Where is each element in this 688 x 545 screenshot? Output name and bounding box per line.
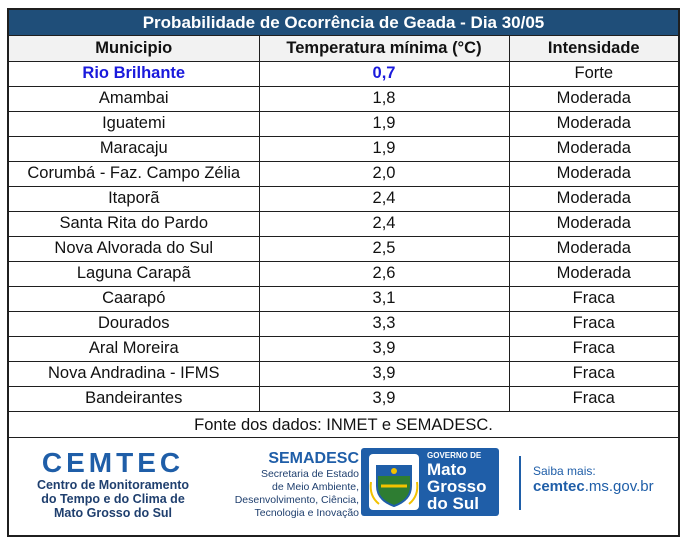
gov-line3: Grosso	[427, 477, 487, 496]
temperature-cell: 2,6	[259, 261, 509, 286]
municipio-cell: Nova Alvorada do Sul	[9, 236, 259, 261]
municipio-cell: Dourados	[9, 311, 259, 336]
table-row	[9, 336, 678, 361]
table-row	[9, 111, 678, 136]
intensity-cell: Moderada	[509, 236, 678, 261]
intensity-cell: Moderada	[509, 111, 678, 136]
temperature-cell: 1,9	[259, 111, 509, 136]
temperature-cell: 3,9	[259, 361, 509, 386]
table-row	[9, 361, 678, 386]
temperature-cell: 3,9	[259, 336, 509, 361]
gov-line4: do Sul	[427, 494, 479, 513]
temperature-cell: 3,9	[259, 386, 509, 411]
temperature-cell: 2,0	[259, 161, 509, 186]
semadesc-name: SEMADESC	[268, 449, 359, 467]
frost-table-panel	[7, 8, 680, 537]
intensity-cell: Fraca	[509, 311, 678, 336]
intensity-cell: Forte	[509, 61, 678, 86]
intensity-cell: Moderada	[509, 186, 678, 211]
temperature-cell: 3,3	[259, 311, 509, 336]
temperature-cell: 2,4	[259, 186, 509, 211]
saiba-label: Saiba mais:	[533, 463, 596, 478]
header-row	[9, 36, 678, 61]
table-title: Probabilidade de Ocorrência de Geada - Dia 30/05	[9, 10, 678, 36]
temperature-cell: 2,5	[259, 236, 509, 261]
saiba-site-link[interactable]	[533, 478, 654, 495]
municipio-cell: Aral Moreira	[9, 336, 259, 361]
municipio-cell: Laguna Carapã	[9, 261, 259, 286]
coat-of-arms-icon	[367, 452, 421, 512]
gov-text	[427, 451, 487, 512]
frost-table	[9, 36, 678, 412]
municipio-cell: Amambai	[9, 86, 259, 111]
intensity-cell: Moderada	[509, 86, 678, 111]
table-row	[9, 136, 678, 161]
temperature-cell: 2,4	[259, 211, 509, 236]
table-row	[9, 236, 678, 261]
table-row	[9, 161, 678, 186]
footer-logos	[9, 438, 678, 540]
saiba-mais	[533, 464, 654, 495]
gov-line1: GOVERNO DE	[427, 451, 482, 460]
intensity-cell: Fraca	[509, 286, 678, 311]
governo-ms-logo	[361, 448, 499, 516]
table-row	[9, 261, 678, 286]
cemtec-name: CEMTEC	[41, 446, 185, 478]
municipio-cell: Corumbá - Faz. Campo Zélia	[9, 161, 259, 186]
municipio-cell: Iguatemi	[9, 111, 259, 136]
intensity-cell: Fraca	[509, 386, 678, 411]
municipio-cell: Bandeirantes	[9, 386, 259, 411]
footer-divider	[519, 456, 521, 510]
data-source: Fonte dos dados: INMET e SEMADESC.	[9, 412, 678, 438]
cemtec-line2: do Tempo e do Clima de	[41, 491, 185, 506]
table-row	[9, 211, 678, 236]
municipio-cell: Santa Rita do Pardo	[9, 211, 259, 236]
municipio-cell: Itaporã	[9, 186, 259, 211]
site-bold: cemtec	[533, 477, 585, 495]
header-temperatura: Temperatura mínima (°C)	[259, 36, 509, 61]
intensity-cell: Moderada	[509, 211, 678, 236]
header-intensidade: Intensidade	[509, 36, 678, 61]
intensity-cell: Moderada	[509, 136, 678, 161]
cemtec-logo	[23, 448, 203, 520]
semadesc-logo	[209, 450, 359, 520]
semadesc-line4: Tecnologia e Inovação	[254, 506, 359, 519]
intensity-cell: Fraca	[509, 336, 678, 361]
semadesc-line3: Desenvolvimento, Ciência,	[234, 493, 359, 506]
temperature-cell: 3,1	[259, 286, 509, 311]
table-row	[9, 186, 678, 211]
semadesc-line2: de Meio Ambiente,	[272, 480, 359, 493]
table-row	[9, 386, 678, 411]
municipio-cell: Caarapó	[9, 286, 259, 311]
table-row	[9, 86, 678, 111]
temperature-cell: 1,9	[259, 136, 509, 161]
municipio-cell: Maracaju	[9, 136, 259, 161]
table-row	[9, 61, 678, 86]
header-municipio: Municipio	[9, 36, 259, 61]
intensity-cell: Fraca	[509, 361, 678, 386]
table-row	[9, 311, 678, 336]
intensity-cell: Moderada	[509, 261, 678, 286]
temperature-cell: 0,7	[259, 61, 509, 86]
table-row	[9, 286, 678, 311]
gov-line2: Mato	[427, 460, 467, 479]
municipio-cell: Nova Andradina - IFMS	[9, 361, 259, 386]
site-rest: .ms.gov.br	[584, 477, 654, 495]
municipio-cell: Rio Brilhante	[9, 61, 259, 86]
semadesc-line1: Secretaria de Estado	[260, 467, 359, 480]
cemtec-line3: Mato Grosso do Sul	[53, 505, 173, 520]
intensity-cell: Moderada	[509, 161, 678, 186]
cemtec-line1: Centro de Monitoramento	[36, 477, 190, 492]
temperature-cell: 1,8	[259, 86, 509, 111]
